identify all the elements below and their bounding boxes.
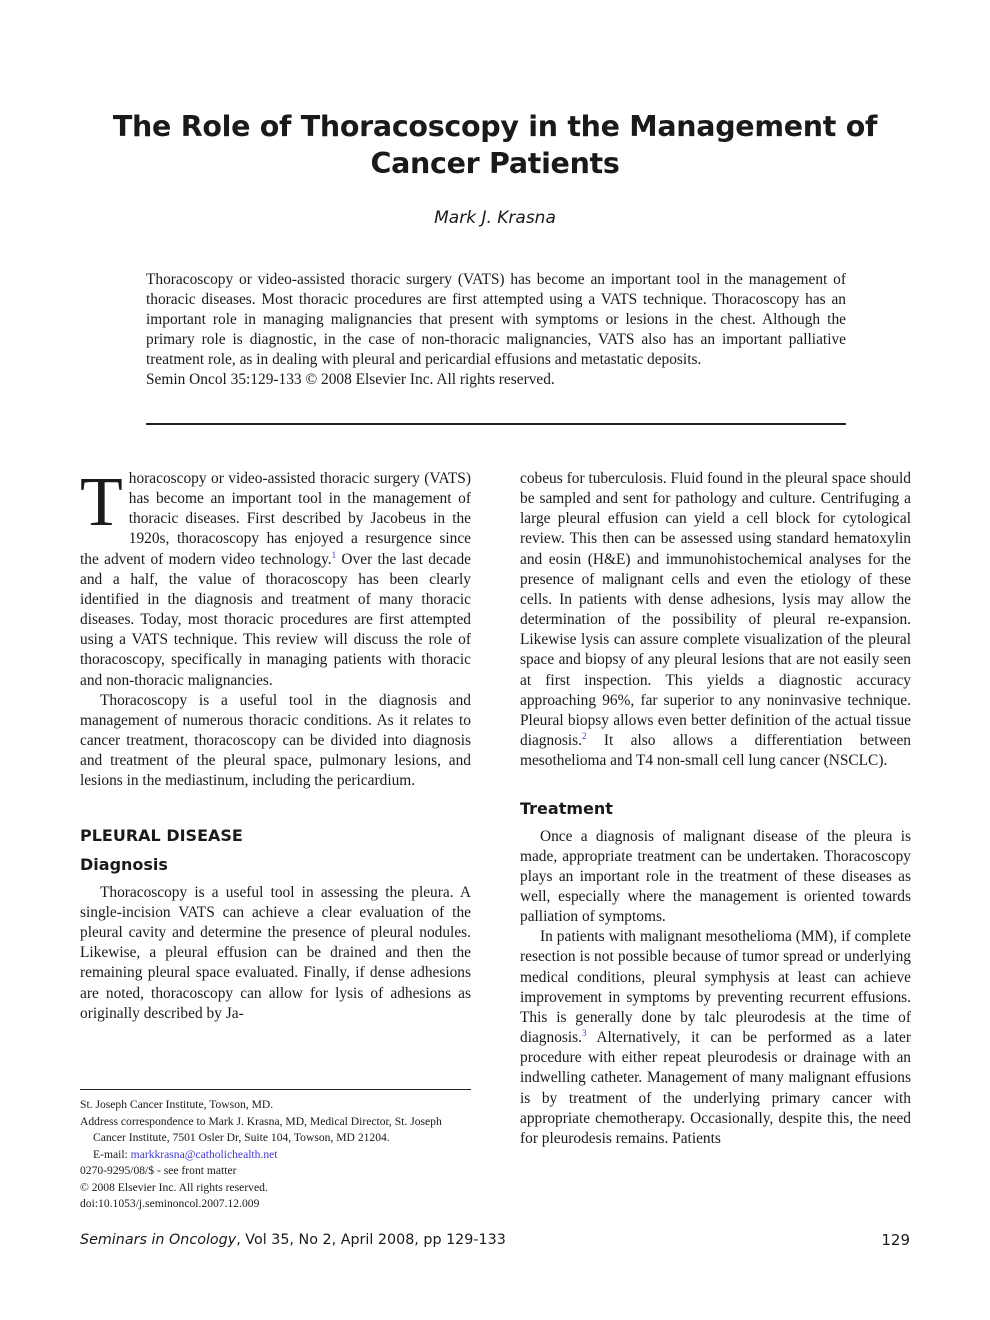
subsection-heading-treatment: Treatment (520, 799, 613, 819)
reference-1[interactable]: 1 (331, 549, 337, 560)
journal-name: Seminars in Oncology (80, 1232, 237, 1248)
reference-3[interactable]: 3 (582, 1027, 587, 1038)
footnote-issn: 0270-9295/08/$ - see front matter (80, 1164, 237, 1177)
treatment-paragraph-2: In patients with malignant mesothelioma (MM), if complete resection is not possible because of tumor spread or underlying medical conditions, pleural symphysis at least can achieve improvement in symptoms by preventing recurrent effusions. This is generally done by talc pleurodesis at the time of diagnosis.$^3$ Alternatively, it can be performed as a later procedure with either repeat pleurodesis or drainage with an indwelling catheter. Management of many malignant effusions is by treatment of the underlying primary cancer with appropriate chemotherapy. Occasionally, despite this, the need for pleurodesis remains. Patients (520, 928, 911, 1147)
author-name: Mark J. Krasna (434, 208, 556, 228)
footnote-copyright: © 2008 Elsevier Inc. All rights reserved. (80, 1180, 268, 1194)
treatment-paragraph-1: Once a diagnosis of malignant disease of the pleura is made, appropriate treatment can be undertaken. Thoracoscopy plays an important role in the treatment of these diseases as well, especially where the management is oriented towards palliation of symptoms. (520, 827, 911, 926)
footnotes (80, 1097, 475, 1213)
abstract-rule (146, 423, 846, 425)
title-line-1: The Role of Thoracoscopy in the Management of (112, 110, 878, 143)
drop-cap: T (80, 464, 123, 541)
abstract-citation: Semin Oncol 35:129-133 © 2008 Elsevier Inc. All rights reserved. (146, 371, 555, 389)
reference-2[interactable]: 2 (582, 730, 587, 741)
right-column (520, 469, 911, 1149)
left-column (80, 464, 472, 1024)
section-heading-pleural-disease: PLEURAL DISEASE (80, 825, 243, 845)
intro-paragraph-1: Thoracoscopy or video-assisted thoracic surgery (VATS) has become an important tool in the management of thoracic diseases. First described by Jacobeus in the 1920s, thoracoscopy has enjoyed a resurgence since the advent of modern video technology.$^1$ Over the last decade and a half, the value of thoracoscopy has been clearly identified in the diagnosis and treatment of many thoracic diseases. Today, most thoracic procedures are first attempted using a VATS technique. This review will discuss the role of thoracoscopy, specifically in managing patients with thoracic and non-thoracic malignancies. (80, 464, 472, 689)
journal-details: , Vol 35, No 2, April 2008, pp 129-133 (236, 1232, 506, 1248)
footnote-doi: doi:10.1053/j.seminoncol.2007.12.009 (80, 1197, 260, 1210)
title-line-2: Cancer Patients (370, 147, 620, 180)
intro-paragraph-2: Thoracoscopy is a useful tool in the diagnosis and management of numerous thoracic conditions. As it relates to cancer treatment, thoracoscopy can be divided into diagnosis and treatment of the pleural space, pulmonary lesions, and lesions in the mediastinum, including the pericardium. (80, 691, 471, 790)
footnote-address: Address correspondence to Mark J. Krasna, MD, Medical Director, St. Joseph Cancer Institute, 7501 Osler Dr, Suite 104, Towson, MD 21204. E-mail: markkrasna@catholichealth.net (80, 1114, 442, 1161)
footnote-affiliation: St. Joseph Cancer Institute, Towson, MD. (80, 1098, 274, 1111)
journal-footer (80, 1232, 506, 1248)
email-link[interactable]: markkrasna@catholichealth.net (130, 1147, 278, 1161)
page-number: 129 (881, 1231, 910, 1249)
abstract (146, 270, 846, 391)
article-title (80, 108, 910, 182)
diagnosis-paragraph-right: cobeus for tuberculosis. Fluid found in the pleural space should be sampled and sent for pathology and culture. Centrifuging a large pleural effusion can yield a cell block for cytological review. This then can be assessed using standard hematoxylin and eosin (H&E) and immunohistochemical analyses for the presence of malignant cells and even the etiology of these cells. In patients with dense adhesions, lysis may allow the determination of the possibility of pleural re-expansion. Likewise lysis can assure complete visualization of the pleural space and biopsy of any pleural lesions that are not easily seen at first inspection. This yields a diagnostic accuracy approaching 96%, far superior to any noninvasive technique. Pleural biopsy allows even better definition of the actual tissue diagnosis.$^2$ It also allows a differentiation between mesothelioma and T4 non-small cell lung cancer (NSCLC). (520, 470, 911, 770)
subsection-heading-diagnosis: Diagnosis (80, 854, 168, 874)
diagnosis-paragraph-left: Thoracoscopy is a useful tool in assessing the pleura. A single-incision VATS can achieve a clear evaluation of the pleural cavity and determine the presence of pleural nodules. Likewise, a pleural effusion can be drained and then the remaining pleural space evaluated. Finally, if dense adhesions are noted, thoracoscopy can allow for lysis of adhesions as originally described by Ja- (80, 883, 471, 1022)
abstract-text: Thoracoscopy or video-assisted thoracic surgery (VATS) has become an important tool in the management of thoracic diseases. Most thoracic procedures are first attempted using a VATS technique. Thoracoscopy has an important role in managing malignancies that present with symptoms or lesions in the chest. Although the primary role is diagnostic, in the case of non-thoracic malignancies, VATS also has an important palliative treatment role, as in dealing with pleural and pericardial effusions and metastatic deposits. (146, 271, 846, 369)
footnote-rule (80, 1089, 471, 1090)
